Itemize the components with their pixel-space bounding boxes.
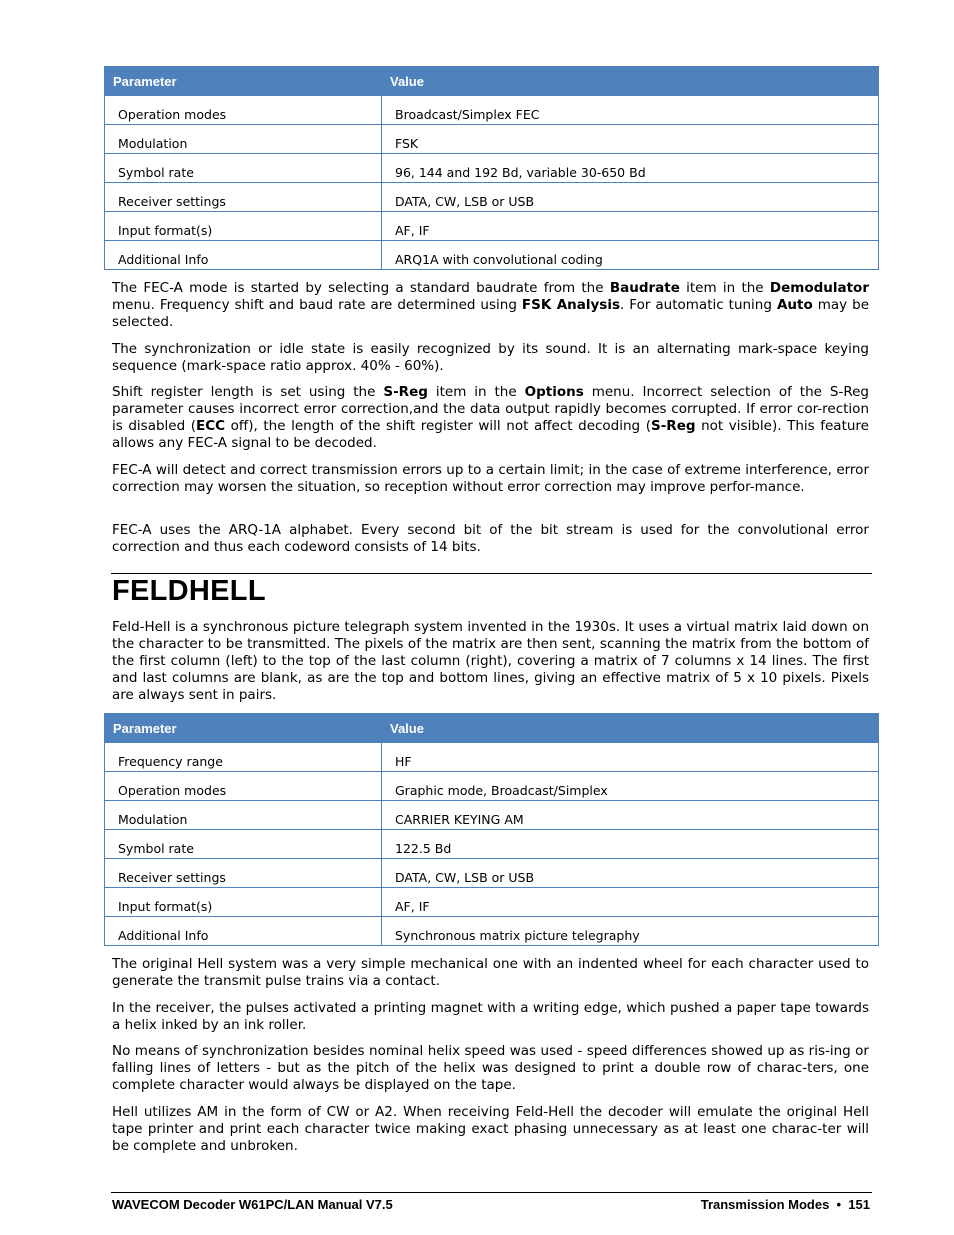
table-row bbox=[105, 96, 879, 125]
auto-term: Auto bbox=[776, 297, 813, 313]
table-header-row bbox=[105, 714, 879, 743]
param-cell: Receiver settings bbox=[105, 859, 382, 888]
text-run: off), the length of the shift register will not affect decoding ( bbox=[225, 418, 651, 434]
column-header-parameter: Parameter bbox=[105, 714, 382, 743]
value-cell: AF, IF bbox=[382, 212, 879, 241]
fec-a-paragraph-sync: The synchronization or idle state is easily recognized by its sound. It is an alternating mark-space keying sequence (mark-space ratio approx. 40% - 60%). bbox=[112, 341, 869, 374]
value-cell: Broadcast/Simplex FEC bbox=[382, 96, 879, 125]
param-cell: Modulation bbox=[105, 801, 382, 830]
fec-a-paragraph-start bbox=[112, 280, 869, 331]
table-row bbox=[105, 888, 879, 917]
value-cell: Graphic mode, Broadcast/Simplex bbox=[382, 772, 879, 801]
column-header-value: Value bbox=[382, 67, 879, 96]
value-cell: 122.5 Bd bbox=[382, 830, 879, 859]
value-cell: 96, 144 and 192 Bd, variable 30-650 Bd bbox=[382, 154, 879, 183]
param-cell: Operation modes bbox=[105, 96, 382, 125]
text-run: The FEC-A mode is started by selecting a standard baudrate from the bbox=[112, 280, 610, 296]
footer-divider bbox=[111, 1192, 872, 1193]
param-cell: Operation modes bbox=[105, 772, 382, 801]
table-row bbox=[105, 743, 879, 772]
table-row bbox=[105, 125, 879, 154]
table-row bbox=[105, 212, 879, 241]
text-run: Shift register length is set using the bbox=[112, 384, 384, 400]
table-row bbox=[105, 859, 879, 888]
hell-paragraph-am: Hell utilizes AM in the form of CW or A2. When receiving Feld-Hell the decoder will emulate the original Hell tape printer and print each character twice making exact phasing unnecessary as at least one charac-ter will be complete and unbroken. bbox=[112, 1104, 869, 1154]
feldhell-intro-paragraph: Feld-Hell is a synchronous picture telegraph system invented in the 1930s. It uses a virtual matrix laid down on the character to be transmitted. The pixels of the matrix are then sent, scanning the matrix from the bottom of the first column (left) to the top of the last column (right), covering a matrix of 7 columns x 14 lines. The first and last columns are blank, as are the top and bottom lines, giving an effective matrix of 5 x 10 pixels. Pixels are always sent in pairs. bbox=[112, 619, 869, 703]
s-reg-term: S-Reg bbox=[383, 384, 428, 400]
fec-a-paragraph-sreg bbox=[112, 384, 869, 452]
hell-paragraph-mechanical: The original Hell system was a very simple mechanical one with an indented wheel for each character used to generate the transmit pulse trains via a contact. bbox=[112, 956, 869, 989]
hell-paragraph-receiver: In the receiver, the pulses activated a printing magnet with a writing edge, which pushed a paper tape towards a helix inked by an ink roller. bbox=[112, 1000, 869, 1033]
value-cell: CARRIER KEYING AM bbox=[382, 801, 879, 830]
value-cell: DATA, CW, LSB or USB bbox=[382, 183, 879, 212]
param-cell: Symbol rate bbox=[105, 830, 382, 859]
column-header-parameter: Parameter bbox=[105, 67, 382, 96]
text-run: menu. Incorrect selection of the S-Reg parameter causes incorrect error correction,and the data output rapidly becomes corrupted. If error cor-rection is disabled ( bbox=[112, 384, 869, 434]
text-run: item in the bbox=[427, 384, 525, 400]
footer-manual-title: WAVECOM Decoder W61PC/LAN Manual V7.5 bbox=[112, 1197, 393, 1212]
table-row bbox=[105, 241, 879, 270]
text-run: menu. Frequency shift and baud rate are determined using bbox=[112, 297, 522, 313]
section-title: FELDHELL bbox=[112, 575, 266, 607]
text-run: item in the bbox=[679, 280, 770, 296]
table-header-row bbox=[105, 67, 879, 96]
hell-paragraph-sync: No means of synchronization besides nominal helix speed was used - speed differences showed up as ris-ing or falling lines of letters - but as the pitch of the helix was designed to print a double row of charac-ters, one complete character would always be displayed on the tape. bbox=[112, 1043, 869, 1093]
param-cell: Additional Info bbox=[105, 917, 382, 946]
ecc-term: ECC bbox=[196, 418, 226, 434]
value-cell: FSK bbox=[382, 125, 879, 154]
table-row bbox=[105, 154, 879, 183]
s-reg-term: S-Reg bbox=[650, 418, 696, 434]
table-row bbox=[105, 917, 879, 946]
value-cell: HF bbox=[382, 743, 879, 772]
section-divider bbox=[111, 573, 872, 574]
table-row bbox=[105, 772, 879, 801]
table-row bbox=[105, 183, 879, 212]
param-cell: Frequency range bbox=[105, 743, 382, 772]
param-cell: Symbol rate bbox=[105, 154, 382, 183]
param-cell: Additional Info bbox=[105, 241, 382, 270]
footer-page-number: Transmission Modes • 151 bbox=[700, 1197, 870, 1212]
value-cell: Synchronous matrix picture telegraphy bbox=[382, 917, 879, 946]
param-cell: Input format(s) bbox=[105, 888, 382, 917]
demodulator-term: Demodulator bbox=[769, 280, 869, 296]
fec-a-paragraph-errors: FEC-A will detect and correct transmission errors up to a certain limit; in the case of extreme interference, error correction may worsen the situation, so reception without error correction may improve perfor-mance. bbox=[112, 462, 869, 495]
options-term: Options bbox=[524, 384, 584, 400]
baudrate-term: Baudrate bbox=[609, 280, 680, 296]
table-row bbox=[105, 801, 879, 830]
fec-a-parameter-table bbox=[104, 66, 879, 270]
value-cell: DATA, CW, LSB or USB bbox=[382, 859, 879, 888]
param-cell: Receiver settings bbox=[105, 183, 382, 212]
value-cell: ARQ1A with convolutional coding bbox=[382, 241, 879, 270]
fsk-analysis-term: FSK Analysis bbox=[521, 297, 621, 313]
column-header-value: Value bbox=[382, 714, 879, 743]
feldhell-parameter-table bbox=[104, 713, 879, 946]
param-cell: Input format(s) bbox=[105, 212, 382, 241]
fec-a-paragraph-alphabet: FEC-A uses the ARQ-1A alphabet. Every second bit of the bit stream is used for the convolutional error correction and thus each codeword consists of 14 bits. bbox=[112, 522, 869, 555]
param-cell: Modulation bbox=[105, 125, 382, 154]
text-run: not visible). This feature allows any FEC-A signal to be decoded. bbox=[112, 418, 869, 451]
text-run: . For automatic tuning bbox=[620, 297, 777, 313]
table-row bbox=[105, 830, 879, 859]
text-run: may be selected. bbox=[112, 297, 870, 330]
value-cell: AF, IF bbox=[382, 888, 879, 917]
